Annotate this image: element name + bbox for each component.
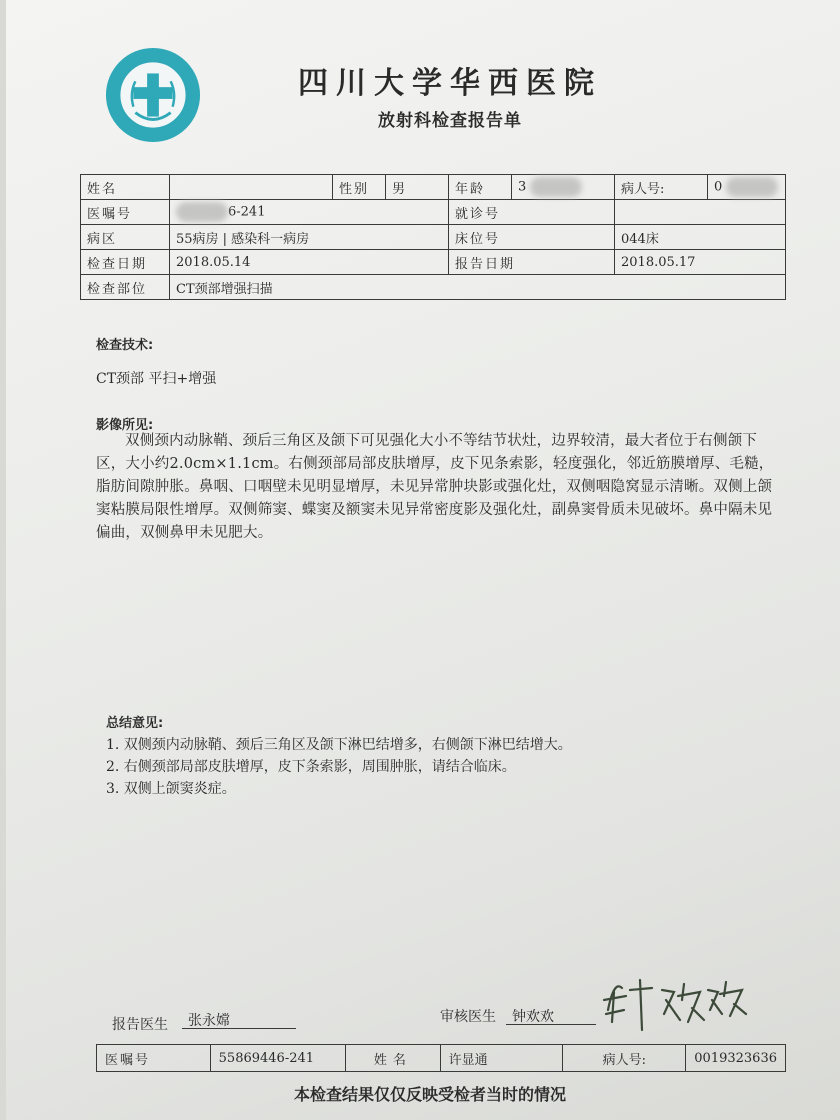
hospital-name: 四川大学华西医院 — [298, 66, 602, 101]
exam-part-label: 检查部位 — [81, 275, 170, 300]
age-label: 年龄 — [449, 175, 512, 200]
sex-label: 性别 — [333, 175, 386, 200]
sex-value: 男 — [386, 175, 449, 200]
report-title: 放射科检查报告单 — [378, 111, 522, 131]
technique-heading: 检查技术: — [96, 338, 154, 353]
bottom-patient-no-value: 0019323636 — [686, 1045, 786, 1072]
reporter-underline — [182, 1028, 296, 1029]
exam-part-value: CT颈部增强扫描 — [170, 275, 786, 300]
conclusion-item: 2. 右侧颈部局部皮肤增厚，皮下条索影，周围肿胀，请结合临床。 — [106, 759, 516, 775]
redaction-blur — [726, 177, 778, 197]
patient-no-value: 0 — [708, 175, 786, 200]
bottom-name-label: 姓名 — [346, 1045, 440, 1072]
bottom-order-no-label: 医嘱号 — [97, 1045, 211, 1072]
patient-info-table — [80, 174, 786, 300]
conclusion-item: 3. 双侧上颌窦炎症。 — [106, 781, 236, 797]
age-value: 3 — [512, 175, 615, 200]
bed-label: 床位号 — [449, 225, 615, 250]
order-no-label: 医嘱号 — [81, 200, 170, 225]
technique-text: CT颈部 平扫+增强 — [96, 371, 217, 387]
findings-heading: 影像所见: — [96, 418, 154, 433]
redaction-blur — [530, 177, 582, 197]
report-date-value: 2018.05.17 — [615, 250, 786, 275]
bottom-info-table — [96, 1044, 786, 1072]
conclusion-heading: 总结意见: — [106, 716, 164, 731]
conclusion-list — [106, 734, 746, 800]
findings-text: 双侧颈内动脉鞘、颈后三角区及颌下可见强化大小不等结节状灶，边界较清，最大者位于右侧颌下区，大小约2.0cm×1.1cm。右侧颈部局部皮肤增厚，皮下见条索影，轻度强化，邻近筋膜增厚、毛糙，脂肪间隙肿胀。鼻咽、口咽壁未见明显增厚，未见异常肿块影或强化灶，双侧咽隐窝显示清晰。双侧上颌窦粘膜局限性增厚。双侧筛窦、蝶窦及额窦未见异常密度影及强化灶，副鼻窦骨质未见破坏。鼻中隔未见偏曲，双侧鼻甲未见肥大。 — [96, 433, 774, 541]
name-label: 姓名 — [81, 175, 170, 200]
footer-notice: 本检查结果仅仅反映受检者当时的情况 — [293, 1085, 566, 1104]
hospital-seal-icon — [104, 46, 202, 144]
order-no-value: 6-241 — [170, 200, 449, 225]
reviewer-name: 钟欢欢 — [512, 1009, 554, 1025]
reporter-name: 张永嫦 — [188, 1013, 230, 1029]
exam-date-label: 检查日期 — [81, 250, 170, 275]
ward-label: 病区 — [81, 225, 170, 250]
report-date-label: 报告日期 — [449, 250, 615, 275]
report-paper — [6, 0, 840, 1120]
reviewer-label: 审核医生 — [440, 1009, 496, 1025]
bed-value: 044床 — [615, 225, 786, 250]
redaction-blur — [176, 202, 228, 222]
visit-no-label: 就诊号 — [449, 200, 615, 225]
bottom-name-value: 许显通 — [440, 1045, 563, 1072]
bottom-patient-no-label: 病人号: — [563, 1045, 686, 1072]
ward-value: 55病房 | 感染科一病房 — [170, 225, 449, 250]
name-value — [170, 175, 333, 200]
handwritten-signature — [600, 970, 750, 1034]
patient-no-label: 病人号: — [615, 175, 708, 200]
bottom-order-no-value: 55869446-241 — [210, 1045, 346, 1072]
exam-date-value: 2018.05.14 — [170, 250, 449, 275]
reviewer-underline — [506, 1024, 596, 1025]
conclusion-item: 1. 双侧颈内动脉鞘、颈后三角区及颌下淋巴结增多，右侧颌下淋巴结增大。 — [106, 737, 572, 753]
visit-no-value — [615, 200, 786, 225]
reporter-label: 报告医生 — [112, 1017, 168, 1033]
